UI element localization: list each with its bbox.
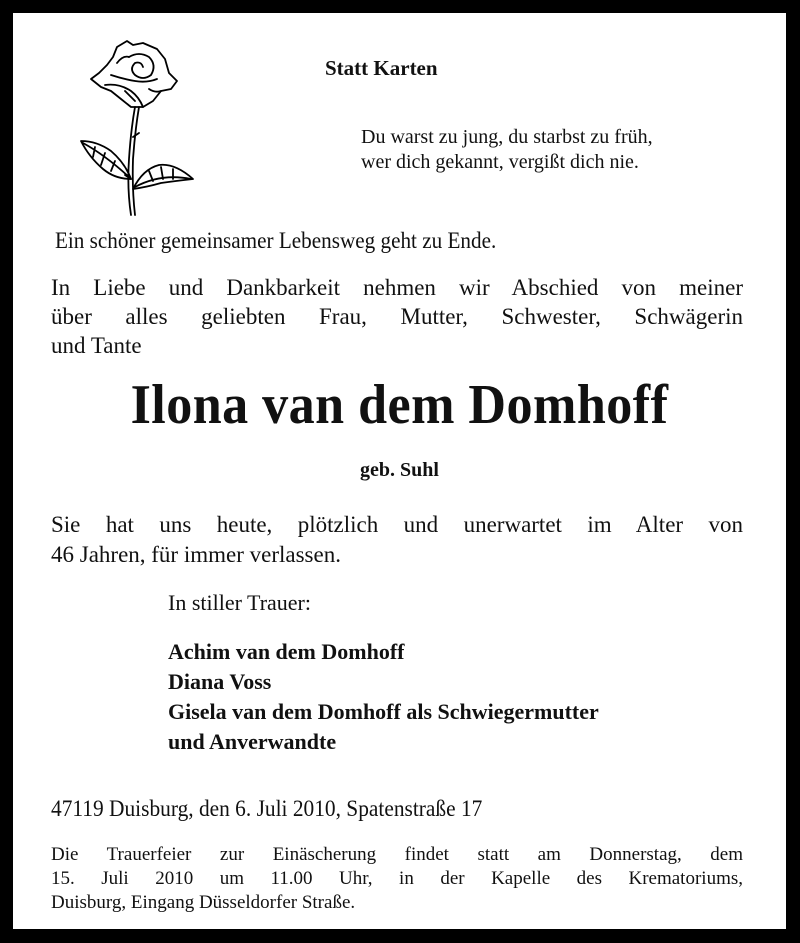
mourners-list [168, 637, 599, 757]
farewell-paragraph [51, 273, 743, 360]
place-date-address: 47119 Duisburg, den 6. Juli 2010, Spatenstraße 17 [51, 796, 483, 821]
passing-line: Sie hat uns heute, plötzlich und unerwartet im Alter von [51, 512, 743, 537]
heading-statt-karten: Statt Karten [325, 56, 438, 80]
intro-line: Ein schöner gemeinsamer Lebensweg geht zu Ende. [55, 228, 497, 253]
ceremony-line: 15. Juli 2010 um 11.00 Uhr, in der Kapelle des Krematoriums, [51, 868, 743, 889]
verse-line: Du warst zu jung, du starbst zu früh, [361, 126, 653, 148]
farewell-line: über alles geliebten Frau, Mutter, Schwester, Schwägerin [51, 304, 743, 329]
mourner-name: Diana Voss [168, 669, 272, 694]
memorial-verse [361, 125, 653, 175]
passing-paragraph [51, 510, 743, 570]
birth-name: geb. Suhl [360, 459, 439, 481]
mourner-name: und Anverwandte [168, 729, 337, 754]
farewell-line: und Tante [51, 333, 142, 358]
rose-icon [65, 29, 195, 219]
ceremony-line: Duisburg, Eingang Düsseldorfer Straße. [51, 892, 356, 913]
verse-line: wer dich gekannt, vergißt dich nie. [361, 151, 639, 173]
deceased-name: Ilona van dem Domhoff [130, 374, 669, 436]
mourner-name: Achim van dem Domhoff [168, 639, 405, 664]
ceremony-line: Die Trauerfeier zur Einäscherung findet statt am Donnerstag, dem [51, 844, 743, 865]
passing-line: 46 Jahren, für immer verlassen. [51, 542, 341, 567]
ceremony-paragraph [51, 843, 743, 915]
farewell-line: In Liebe und Dankbarkeit nehmen wir Abschied von meiner [51, 275, 743, 300]
obituary-card [13, 13, 786, 929]
mourner-name: Gisela van dem Domhoff als Schwiegermutter [168, 699, 599, 724]
mourning-label: In stiller Trauer: [168, 590, 311, 615]
